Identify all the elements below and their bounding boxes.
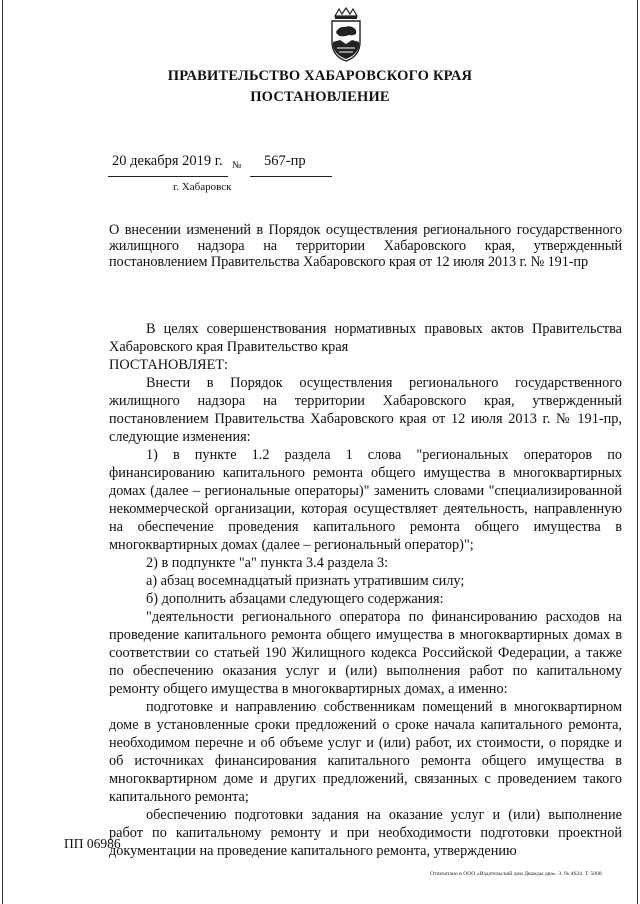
paragraph-item-1: 1) в пункте 1.2 раздела 1 слова "региональных операторов по финансированию капитального ремонта общего имущества в многоквартирных домах (далее – региональные операторы)" заменить словами "специализированной некоммерческой организации, которая осуществляет деятельность, направленную на обеспечение проведения капитального ремонта общего имущества в многоквартирных домах (далее – региональный оператор)"; <box>109 447 622 553</box>
government-title: ПРАВИТЕЛЬСТВО ХАБАРОВСКОГО КРАЯ <box>167 68 473 84</box>
printer-note: Отпечатано в ООО «Издательский дом Дважды два». З. № 4624. Т. 5000. <box>430 871 603 877</box>
decree-body <box>109 320 622 860</box>
date-underline <box>108 176 228 177</box>
paragraph-item-2b: б) дополнить абзацами следующего содержания: <box>146 591 444 607</box>
paragraph-item-2a: а) абзац восемнадцатый признать утратившим силу; <box>146 573 465 589</box>
paragraph-task-preparation: обеспечению подготовки задания на оказание услуг и (или) выполнение работ по капитальному ремонту и при необходимости подготовки проектной документации на проведение капитального ремонта, утверждению <box>109 807 622 859</box>
city-label: г. Хабаровск <box>173 181 232 193</box>
coat-of-arms-emblem <box>326 6 366 64</box>
paragraph-amend-intro: Внести в Порядок осуществления регионального государственного жилищного надзора на территории Хабаровского края, утвержденный постановлением Правительства Хабаровского края от 12 июля 2013 г. № 191-пр, следующие изменения: <box>109 375 622 445</box>
decree-subject-title: О внесении изменений в Порядок осуществления регионального государственного жилищного надзора на территории Хабаровского края, утвержденный постановлением Правительства Хабаровского края от 12 июля 2013 г. № 191-пр <box>109 222 622 270</box>
paragraph-preparation: подготовке и направлению собственникам помещений в многоквартирном доме в установленные сроки предложений о сроке начала капитального ремонта, необходимом перечне и об объеме услуг и (или) работ, их стоимости, о порядке и об источниках финансирования капитального ремонта общего имущества в многоквартирном доме и других предложений, связанных с проведением такого капитального ремонта; <box>109 699 622 805</box>
document-code: ПП 06986 <box>64 836 121 851</box>
number-underline <box>250 176 332 177</box>
decree-date: 20 декабря 2019 г. <box>112 153 223 169</box>
paragraph-resolves: ПОСТАНОВЛЯЕТ: <box>109 357 229 373</box>
decree-number: 567-пр <box>264 153 306 169</box>
paragraph-item-2: 2) в подпункте "а" пункта 3.4 раздела 3: <box>146 555 389 571</box>
paragraph-operator-activity: "деятельности регионального оператора по финансированию расходов на проведение капитального ремонта общего имущества в многоквартирных домах в соответствии со статьей 190 Жилищного кодекса Российской Федерации, а также по обеспечению оказания услуг и (или) выполнения работ по капитальному ремонту общего имущества в многоквартирных домах, а именно: <box>109 609 622 697</box>
scan-edge-right <box>637 0 638 904</box>
scan-edge-left <box>2 0 3 904</box>
document-type-title: ПОСТАНОВЛЕНИЕ <box>250 89 390 105</box>
paragraph-preamble: В целях совершенствования нормативных правовых актов Правительства Хабаровского края Правительство края <box>109 321 622 355</box>
number-sign: № <box>232 160 242 171</box>
